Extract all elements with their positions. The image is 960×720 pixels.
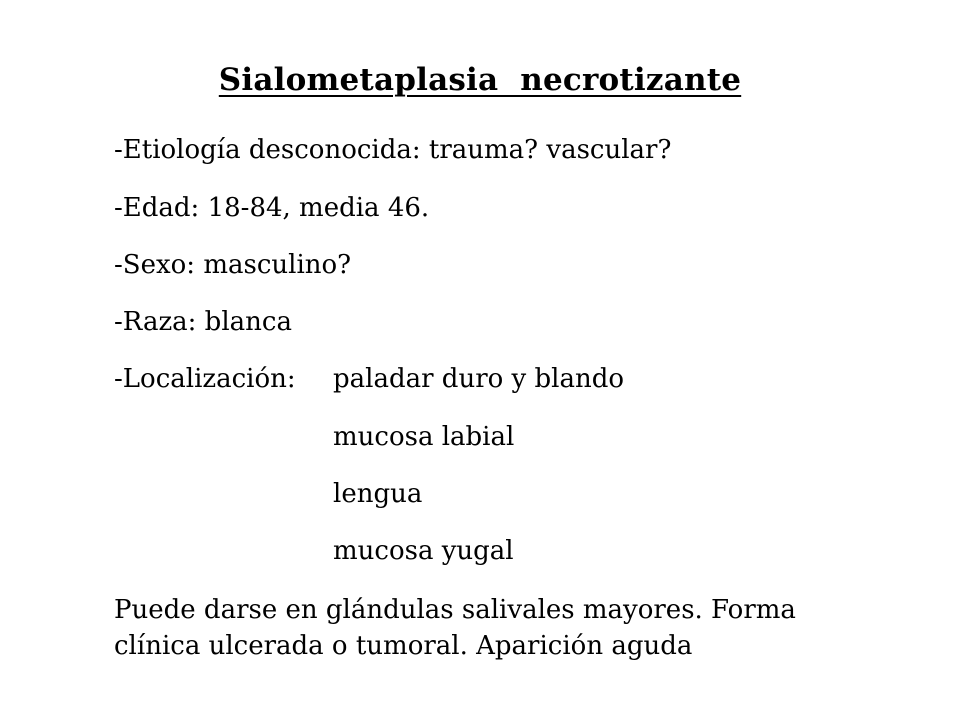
location-line bbox=[114, 366, 296, 392]
slide-title: Sialometaplasia necrotizante bbox=[218, 62, 742, 98]
etiology-line: -Etiología desconocida: trauma? vascular? bbox=[114, 135, 672, 165]
location-item: paladar duro y blando bbox=[333, 364, 624, 394]
race-line: -Raza: blanca bbox=[114, 307, 292, 337]
location-item: lengua bbox=[333, 479, 423, 509]
sex-line: -Sexo: masculino? bbox=[114, 250, 352, 280]
location-label: -Localización: bbox=[114, 364, 296, 394]
location-item: mucosa labial bbox=[333, 422, 515, 452]
location-item: mucosa yugal bbox=[333, 536, 514, 566]
age-line: -Edad: 18-84, media 46. bbox=[114, 193, 430, 223]
summary-paragraph: Puede darse en glándulas salivales mayores. Forma clínica ulcerada o tumoral. Aparición aguda bbox=[114, 595, 796, 661]
